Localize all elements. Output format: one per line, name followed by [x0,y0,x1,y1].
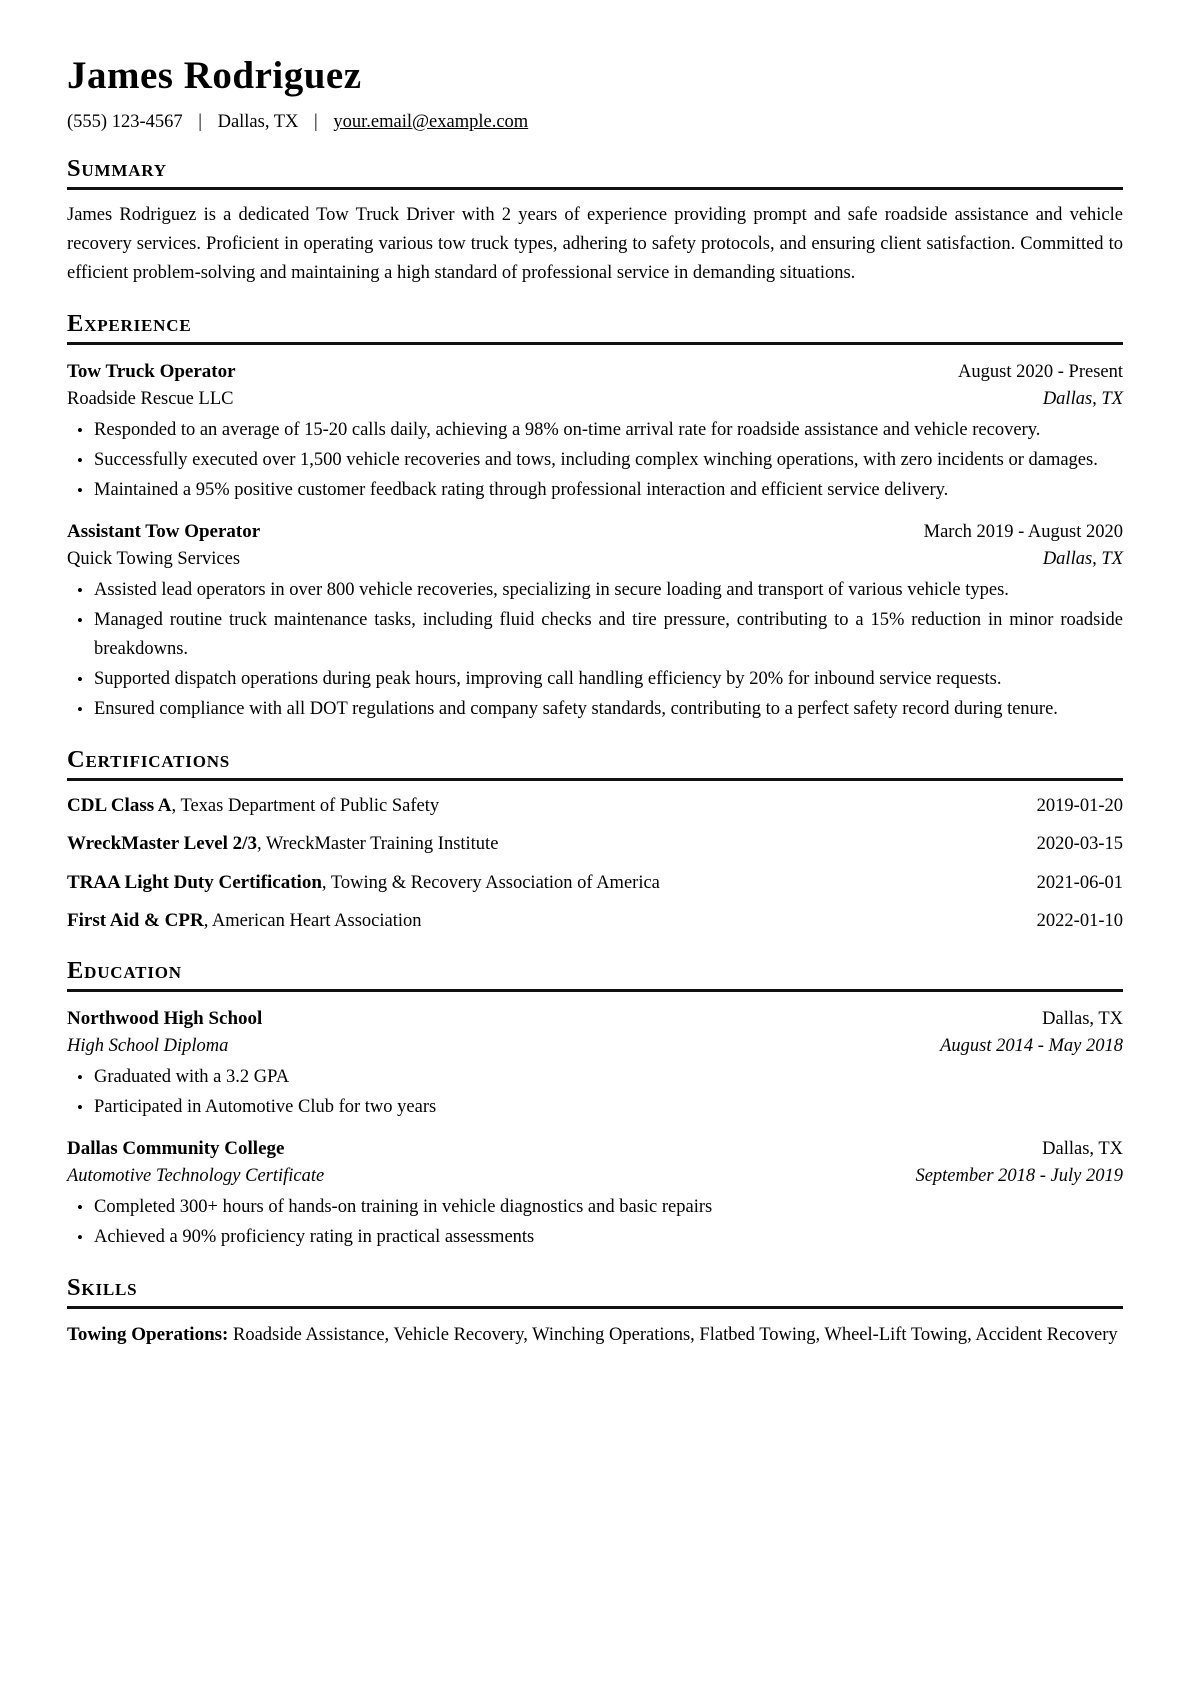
job-dates: March 2019 - August 2020 [923,521,1123,542]
phone-number: (555) 123-4567 [67,111,183,132]
education-bullet-list [67,1063,1123,1122]
job-bullet: • Supported dispatch operations during peak hours, improving call handling efficiency by 20% for inbound service requests. [94,665,1123,694]
contact-separator: | [198,111,202,132]
job-subheader [67,386,1123,413]
job-bullet-list [67,576,1123,724]
job-bullet: • Maintained a 95% positive customer feedback rating through professional interaction and efficient service delivery. [94,476,1123,505]
job-header [67,518,1123,546]
company-name: Quick Towing Services [67,548,241,569]
job-subheader [67,546,1123,573]
education-header [67,1135,1123,1163]
section-education [67,958,1123,1252]
job-bullet-list [67,416,1123,505]
certification-issuer: , Texas Department of Public Safety [171,795,440,816]
job-entry [67,358,1123,505]
certification-row [67,869,1123,897]
job-bullet: • Assisted lead operators in over 800 vehicle recoveries, specializing in secure loading and transport of various vehicle types. [94,576,1123,605]
job-bullet: • Responded to an average of 15-20 calls daily, achieving a 98% on-time arrival rate for roadside assistance and vehicle recovery. [94,416,1123,445]
education-heading: Education [67,958,1123,992]
certification-label [67,869,660,897]
certification-name: First Aid & CPR [67,910,204,932]
section-certifications [67,747,1123,935]
job-header [67,358,1123,386]
certification-date: 2020-03-15 [1036,834,1123,855]
job-entry [67,518,1123,724]
certification-issuer: , WreckMaster Training Institute [256,834,499,855]
job-dates: August 2020 - Present [958,361,1123,382]
resume-header [67,54,1123,136]
skills-paragraph [67,1320,1123,1351]
certification-label [67,830,498,858]
skills-category-label: Towing Operations: [67,1324,229,1346]
summary-paragraph: James Rodriguez is a dedicated Tow Truck Driver with 2 years of experience providing prompt and safe roadside assistance and vehicle recovery services. Proficient in operating various tow truck types, adhering to safety protocols, and ensuring client satisfaction. Committed to efficient problem-solving and maintaining a high standard of professional service in demanding situations. [67,204,1123,283]
section-skills [67,1275,1123,1350]
education-bullet: • Graduated with a 3.2 GPA [94,1063,1123,1092]
certification-row [67,830,1123,858]
education-bullet: • Completed 300+ hours of hands-on training in vehicle diagnostics and basic repairs [94,1193,1123,1222]
contact-separator: | [314,111,318,132]
experience-heading: Experience [67,311,1123,345]
certifications-heading: Certifications [67,747,1123,781]
candidate-name: James Rodriguez [67,54,362,97]
certification-row [67,792,1123,820]
skills-heading: Skills [67,1275,1123,1309]
job-bullet: • Successfully executed over 1,500 vehicle recoveries and tows, including complex winching operations, with zero incidents or damages. [94,446,1123,475]
education-subheader [67,1163,1123,1190]
education-entry [67,1135,1123,1252]
education-bullet-list [67,1193,1123,1252]
education-bullet: • Participated in Automotive Club for two years [94,1093,1123,1122]
location-text: Dallas, TX [217,111,299,132]
job-bullet: • Managed routine truck maintenance tasks, including fluid checks and tire pressure, contributing to a 15% reduction in minor roadside breakdowns. [94,606,1123,664]
school-location: Dallas, TX [1042,1139,1123,1160]
skills-list: Roadside Assistance, Vehicle Recovery, Winching Operations, Flatbed Towing, Wheel-Lift Towing, Accident Recovery [232,1325,1118,1346]
education-dates: August 2014 - May 2018 [940,1036,1123,1057]
job-location: Dallas, TX [1042,548,1123,569]
education-entry [67,1005,1123,1122]
certification-date: 2021-06-01 [1036,872,1123,893]
school-name: Dallas Community College [67,1138,285,1160]
school-location: Dallas, TX [1042,1009,1123,1030]
education-dates: September 2018 - July 2019 [915,1166,1123,1187]
education-bullet: • Achieved a 90% proficiency rating in practical assessments [94,1223,1123,1252]
certification-name: WreckMaster Level 2/3 [67,833,257,855]
degree-name: High School Diploma [67,1036,229,1057]
summary-heading: Summary [67,156,1123,190]
certification-date: 2022-01-10 [1036,911,1123,932]
section-experience [67,311,1123,724]
job-bullet: • Ensured compliance with all DOT regulations and company safety standards, contributing to a perfect safety record during tenure. [94,695,1123,724]
certification-date: 2019-01-20 [1036,795,1123,816]
certification-row [67,907,1123,935]
company-name: Roadside Rescue LLC [67,388,234,409]
email-link[interactable]: your.email@example.com [333,111,529,132]
contact-line [67,108,1123,136]
section-summary [67,156,1123,288]
education-subheader [67,1033,1123,1060]
job-title: Tow Truck Operator [67,360,236,382]
education-header [67,1005,1123,1033]
degree-name: Automotive Technology Certificate [67,1166,325,1187]
job-location: Dallas, TX [1042,388,1123,409]
job-title: Assistant Tow Operator [67,520,261,542]
certification-label [67,792,439,820]
certification-name: TRAA Light Duty Certification [67,871,322,893]
certification-name: CDL Class A [67,794,172,816]
school-name: Northwood High School [67,1008,263,1030]
certification-label [67,907,422,935]
certification-issuer: , Towing & Recovery Association of America [321,872,660,893]
certification-issuer: , American Heart Association [203,911,422,932]
